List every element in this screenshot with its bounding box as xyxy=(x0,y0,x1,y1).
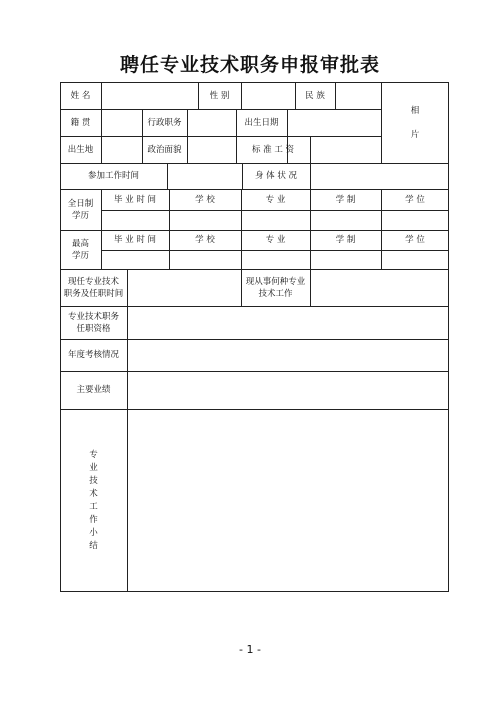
form-title: 聘任专业技术职务申报审批表 xyxy=(119,54,380,76)
photo-label: 相 片 xyxy=(410,105,420,140)
annual-review-label: 年度考核情况 xyxy=(67,350,119,360)
highest-edu-label: 最高 学历 xyxy=(71,238,89,261)
row-divider xyxy=(101,210,449,211)
current-post-label: 现任专业技术 职务及任职时间 xyxy=(63,276,124,299)
major-header: 专 业 xyxy=(265,194,286,205)
row-divider xyxy=(60,109,381,110)
ethnicity-label: 民 族 xyxy=(305,90,325,101)
name-label: 姓 名 xyxy=(70,90,91,101)
col-divider xyxy=(241,82,242,109)
summary-label: 专 业 技 术 工 作 小 结 xyxy=(89,449,98,551)
achievements-label: 主要业绩 xyxy=(76,385,111,395)
native-place-label: 籍 贯 xyxy=(70,117,91,128)
duration-header: 学 制 xyxy=(335,194,356,205)
col-divider xyxy=(187,109,188,163)
health-label: 身 体 状 况 xyxy=(254,171,298,181)
col-divider xyxy=(127,269,128,306)
school-header: 学 校 xyxy=(195,235,215,245)
major-header: 专 业 xyxy=(265,235,286,245)
grad-time-header: 毕 业 时 间 xyxy=(113,194,157,205)
row-divider xyxy=(101,250,449,251)
degree-header: 学 位 xyxy=(405,194,425,205)
grad-time-header: 毕 业 时 间 xyxy=(113,235,157,245)
application-form-table xyxy=(60,82,449,592)
fulltime-edu-label: 全日制 学历 xyxy=(67,198,94,221)
standard-salary-label: 标 准 工 资 xyxy=(251,144,295,155)
school-header: 学 校 xyxy=(195,194,215,205)
admin-post-label: 行政职务 xyxy=(147,117,182,128)
gender-label: 性 别 xyxy=(209,90,230,101)
col-divider xyxy=(310,136,311,163)
col-divider xyxy=(310,269,311,306)
birth-date-label: 出生日期 xyxy=(244,117,279,128)
birthplace-label: 出生地 xyxy=(67,144,94,155)
col-divider xyxy=(101,82,102,163)
work-type-label: 现从事何种专业 技术工作 xyxy=(245,276,306,299)
political-status-label: 政治面貌 xyxy=(147,144,182,155)
degree-header: 学 位 xyxy=(405,235,425,245)
col-divider xyxy=(167,163,168,189)
page-number: - 1 - xyxy=(239,643,261,656)
col-divider xyxy=(335,82,336,109)
duration-header: 学 制 xyxy=(335,235,356,245)
qualification-label: 专业技术职务 任职资格 xyxy=(67,311,119,334)
col-divider xyxy=(127,306,128,592)
col-divider xyxy=(310,163,311,189)
work-start-label: 参加工作时间 xyxy=(87,171,139,181)
row-divider xyxy=(60,136,381,137)
